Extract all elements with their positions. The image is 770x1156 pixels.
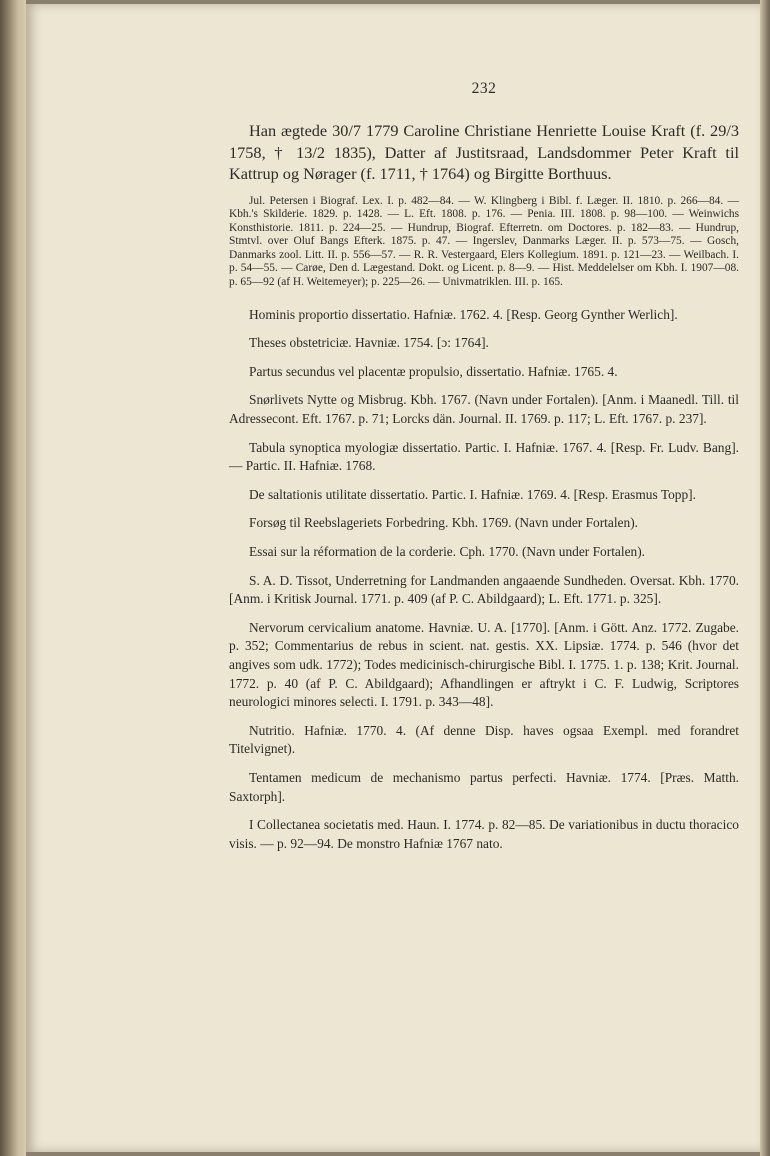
- bibliography-entry: Tentamen medicum de mechanismo partus perfecti. Havniæ. 1774. [Præs. Matth. Saxtorph].: [229, 769, 739, 804]
- bibliography-entry: Nutritio. Hafniæ. 1770. 4. (Af denne Disp. haves ogsaa Exempl. med forandret Titelvignet).: [229, 722, 739, 757]
- bibliography-list: [229, 306, 739, 854]
- book-page: [26, 4, 760, 1152]
- bibliography-entry: Snørlivets Nytte og Misbrug. Kbh. 1767. (Navn under Fortalen). [Anm. i Maanedl. Till. til Adressecont. Eft. 1767. p. 71; Lorcks dän. Journal. II. 1769. p. 117; L. Eft. 1767. p. 237].: [229, 392, 739, 427]
- bibliography-entry: Theses obstetriciæ. Havniæ. 1754. [ɔ: 1764].: [249, 335, 489, 351]
- references-paragraph: Jul. Petersen i Biograf. Lex. I. p. 482—84. — W. Klingberg i Bibl. f. Læger. II. 1810. p. 266—84. — Kbh.'s Skilderie. 1829. p. 1428. — L. Eft. 1808. p. 176. — Penia. III. 1808. p. 98—100. — Weinwichs Konsthistorie. 1811. p. 224—25. — Hundrup, Biograf. Efterretn. om Doctores. p. 182—83. — Hundrup, Stmtvl. over Oluf Bangs Efterk. 1875. p. 47. — Ingerslev, Danmarks Læger. II. p. 573—75. — Gosch, Danmarks zool. Litt. II. p. 556—57. — R. R. Vestergaard, Elers Kollegium. 1891. p. 121—23. — Weilbach. I. p. 54—55. — Carøe, Den d. Lægestand. Dokt. og Licent. p. 8—9. — Hist. Meddelelser om Kbh. I. 1907—08. p. 65—92 (af H. Weitemeyer); p. 225—26. — Univmatriklen. III. p. 165.: [229, 194, 739, 289]
- bibliography-entry: Partus secundus vel placentæ propulsio, dissertatio. Hafniæ. 1765. 4.: [249, 363, 618, 379]
- bibliography-entry: Essai sur la réformation de la corderie. Cph. 1770. (Navn under Fortalen).: [249, 544, 646, 559]
- scan-edge-right: [760, 0, 770, 1156]
- bibliography-entry: I Collectanea societatis med. Haun. I. 1774. p. 82—85. De variationibus in ductu thoracico visis. — p. 92—94. De monstro Hafniæ 1767 nato.: [229, 817, 739, 851]
- bibliography-entry: Forsøg til Reebslageriets Forbedring. Kbh. 1769. (Navn under Fortalen).: [249, 515, 639, 531]
- page-content: [229, 80, 739, 853]
- bibliography-entry: Tabula synoptica myologiæ dissertatio. Partic. I. Hafniæ. 1767. 4. [Resp. Fr. Ludv. Bang]. — Partic. II. Hafniæ. 1768.: [229, 439, 739, 474]
- bibliography-entry: Hominis proportio dissertatio. Hafniæ. 1762. 4. [Resp. Georg Gynther Werlich].: [249, 306, 678, 322]
- bibliography-entry: De saltationis utilitate dissertatio. Partic. I. Hafniæ. 1769. 4. [Resp. Erasmus Topp].: [249, 486, 696, 502]
- intro-paragraph: Han ægtede 30/7 1779 Caroline Christiane Henriette Louise Kraft (f. 29/3 1758, † 13/2 1835), Datter af Justitsraad, Landsdommer Peter Kraft til Kattrup og Nørager (f. 1711, † 1764) og Birgitte Borthuus.: [229, 121, 739, 183]
- page-number: 232: [471, 80, 497, 97]
- bibliography-entry: Nervorum cervicalium anatome. Havniæ. U. A. [1770]. [Anm. i Gött. Anz. 1772. Zugabe. p. 352; Commentarius de rebus in scient. nat. gestis. XX. Lipsiæ. 1774. p. 546 (hvor det angives som udk. 1772); Todes medicinisch-chirurgische Bibl. I. 1775. 1. p. 138; Krit. Journal. 1772. p. 40 (af P. C. Abildgaard); Afhandlingen er aftrykt i C. F. Ludwig, Scriptores neurologici minores selecti. I. 1791. p. 343—48].: [229, 619, 739, 710]
- scan-edge-left: [0, 0, 26, 1156]
- bibliography-entry: S. A. D. Tissot, Underretning for Landmanden angaaende Sundheden. Oversat. Kbh. 1770. [Anm. i Kritisk Journal. 1771. p. 409 (af P. C. Abildgaard); L. Eft. 1771. p. 325].: [229, 572, 739, 607]
